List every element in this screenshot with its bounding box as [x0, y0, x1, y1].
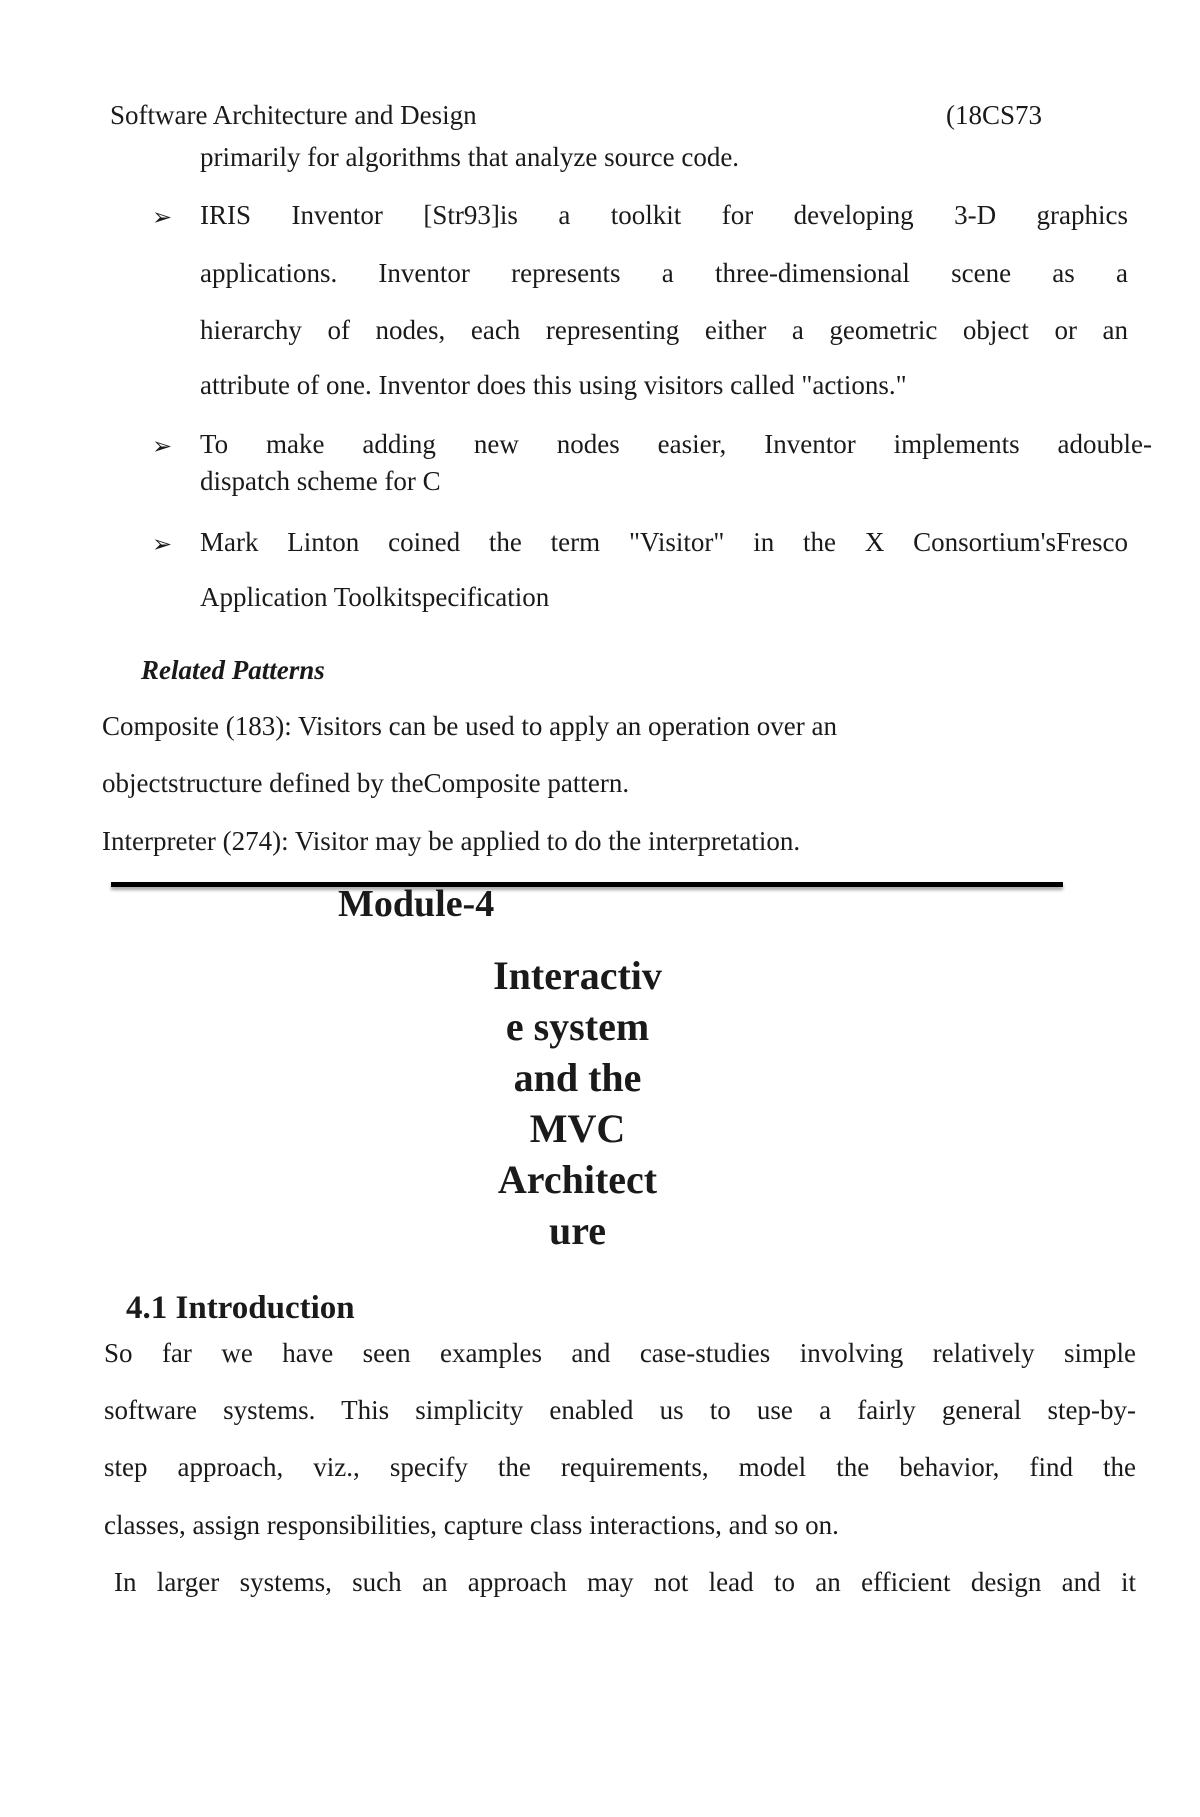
related-line-2: objectstructure defined by theComposite pattern.	[102, 768, 630, 798]
continued-text-line: primarily for algorithms that analyze source code.	[200, 142, 740, 172]
chapter-title	[440, 950, 715, 1256]
related-line-3: Interpreter (274): Visitor may be applied to do the interpretation.	[102, 826, 801, 856]
running-header-code: (18CS73	[946, 100, 1043, 130]
chapter-title-line: MVC	[529, 1106, 626, 1151]
intro-line-3: step approach, viz., specify the requirements, model the behavior, find the	[104, 1452, 1136, 1482]
intro-line-5: In larger systems, such an approach may not lead to an efficient design and it	[114, 1567, 1136, 1597]
bullet-2-line-1: To make adding new nodes easier, Inventor implements adouble-	[200, 429, 1152, 459]
bullet-2-line-2: dispatch scheme for C	[200, 466, 441, 496]
chapter-title-line: e system	[505, 1004, 650, 1049]
related-patterns-heading: Related Patterns	[141, 655, 325, 685]
bullet-1-line-2: applications. Inventor represents a three-dimensional scene as a	[200, 258, 1128, 288]
chapter-title-line: Interactiv	[493, 953, 662, 998]
bullet-1-line-3: hierarchy of nodes, each representing either a geometric object or an	[200, 315, 1128, 345]
chapter-title-line: ure	[548, 1208, 607, 1253]
section-heading: 4.1 Introduction	[126, 1290, 355, 1326]
intro-line-2: software systems. This simplicity enabled us to use a fairly general step-by-	[104, 1395, 1136, 1425]
intro-line-1: So far we have seen examples and case-studies involving relatively simple	[104, 1338, 1136, 1368]
running-header-title: Software Architecture and Design	[110, 100, 477, 130]
intro-line-4: classes, assign responsibilities, capture class interactions, and so on.	[104, 1510, 839, 1540]
module-label: Module-4	[338, 883, 495, 925]
arrow-bullet-icon: ➢	[152, 432, 173, 460]
bullet-1-line-4: attribute of one. Inventor does this using visitors called "actions."	[200, 370, 907, 400]
section-divider-rule	[111, 882, 1063, 887]
related-line-1: Composite (183): Visitors can be used to apply an operation over an	[102, 711, 837, 741]
bullet-3-line-1: Mark Linton coined the term "Visitor" in the X Consortium'sFresco	[200, 527, 1128, 557]
arrow-bullet-icon: ➢	[152, 203, 173, 231]
chapter-title-line: and the	[513, 1055, 642, 1100]
bullet-3-line-2: Application Toolkitspecification	[200, 582, 550, 612]
chapter-title-line: Architect	[497, 1157, 658, 1202]
bullet-1-line-1: IRIS Inventor [Str93]is a toolkit for developing 3-D graphics	[200, 200, 1128, 230]
arrow-bullet-icon: ➢	[152, 530, 173, 558]
